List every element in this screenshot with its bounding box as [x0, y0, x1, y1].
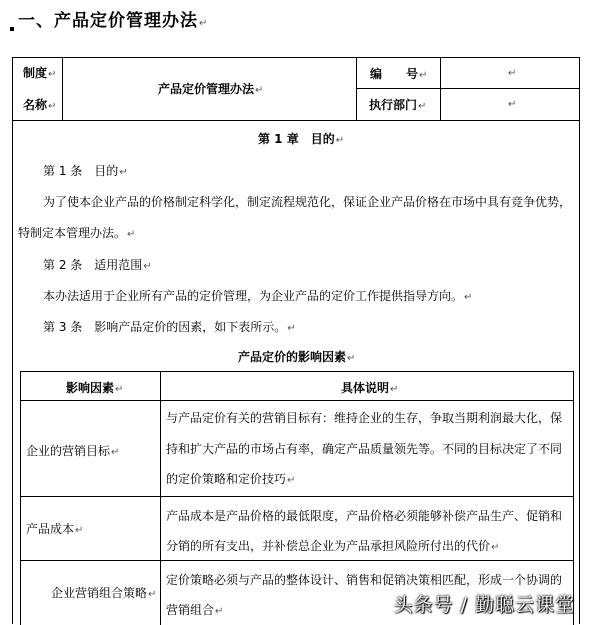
article-1-text-line-2: 特制定本管理办法。↵ — [18, 226, 136, 240]
article-2-title: 第 2 条 适用范围↵ — [43, 258, 152, 272]
header-table — [13, 58, 579, 121]
row-1-factor: 企业的营销目标↵ — [26, 444, 120, 458]
col-factor-header: 影响因素↵ — [66, 381, 124, 395]
watermark: 头条号 / 勤聪云课堂 — [393, 594, 575, 616]
row-1-desc-line-2: 持和扩大产品的市场占有率，确定产品质量领先等。不同的目标决定了不同 — [166, 442, 563, 456]
row-2-factor: 产品成本↵ — [26, 522, 84, 536]
label-system-1: 制度↵ — [23, 66, 57, 80]
paragraph-mark-icon: ↵ — [199, 18, 209, 29]
row-3-desc-line-2: 营销组合↵ — [166, 603, 224, 617]
label-system-2: 名称↵ — [23, 98, 57, 112]
label-dept: 执行部门↵ — [369, 98, 427, 112]
heading-text: 一、产品定价管理办法 — [18, 11, 198, 31]
article-1-title: 第 1 条 目的↵ — [43, 164, 128, 178]
label-number: 编 号↵ — [370, 67, 428, 81]
article-2-text: 本办法适用于企业所有产品的定价管理，为企业产品的定价工作提供指导方向。↵ — [43, 289, 473, 303]
row-2-desc-line-1: 产品成本是产品价格的最低限度，产品价格必须能够补偿产品生产、促销和 — [166, 509, 563, 523]
dept-value[interactable]: ↵ — [508, 99, 517, 110]
table-caption: 产品定价的影响因素↵ — [238, 350, 356, 364]
system-name-value: 产品定价管理办法↵ — [158, 82, 264, 96]
section-heading — [10, 6, 208, 31]
row-2-desc-line-2: 分销的所有支出，并补偿总企业为产品承担风险所付出的代价↵ — [166, 539, 500, 553]
row-3-desc-line-1: 定价策略必须与产品的整体设计、销售和促销决策相匹配，形成一个协调的 — [166, 573, 563, 587]
article-3-title: 第 3 条 影响产品定价的因素，如下表所示。↵ — [43, 320, 296, 334]
col-desc-header: 具体说明↵ — [341, 381, 399, 395]
row-3-factor: 企业营销组合策略↵ — [51, 586, 157, 600]
document-frame — [12, 57, 580, 624]
number-value[interactable]: ↵ — [508, 68, 517, 79]
bullet-icon — [10, 27, 14, 31]
article-1-text-line-1: 为了使本企业产品的价格制定科学化，制定流程规范化，保证企业产品价格在市场中具有竞争优势， — [43, 195, 572, 209]
factors-table — [20, 371, 574, 625]
row-1-desc-line-3: 的定价策略和定价技巧↵ — [166, 472, 296, 486]
row-1-desc-line-1: 与产品定价有关的营销目标有：维持企业的生存，争取当期利润最大化，保 — [166, 411, 563, 425]
chapter-title: 第 1 章 目的↵ — [258, 132, 345, 146]
